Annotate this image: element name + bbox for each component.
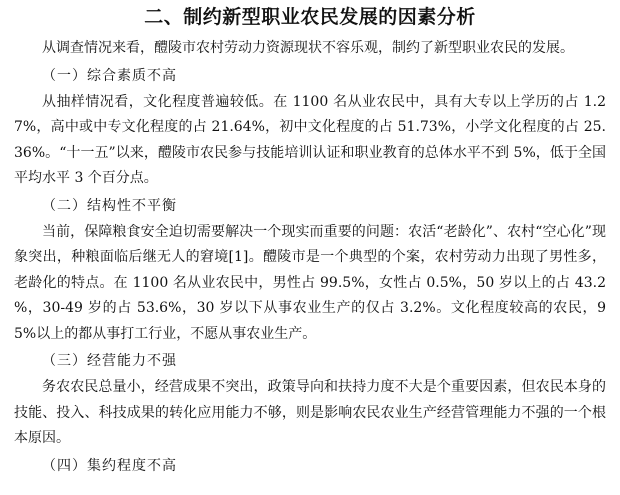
subsection-heading-1: （一）综合素质不高	[42, 67, 177, 84]
subsection-paragraph-2: 当前，保障粮食安全迫切需要解决一个现实而重要的问题：农活“老龄化”、农村“空心化”现象突出，种粮面临后继无人的窘境[1]。醴陵市是一个典型的个案，农村劳动力出现了男性多，老龄化的特点。在 1100 名从业农民中，男性占 99.5%，女性占 0.5%，50 岁以上的占 43.2 %，30-49 岁的占 53.6%，30 岁以下从事农业生产的仅占 3.2%。文化程度较高的农民，95%以上的都从事打工行业，不愿从事农业生产。	[14, 223, 606, 342]
subsection-heading-3: （三）经营能力不强	[42, 353, 177, 369]
subsection-paragraph-1: 从抽样情况看，文化程度普遍较低。在 1100 名从业农民中，具有大专以上学历的占 1.27%，高中或中专文化程度的占 21.64%，初中文化程度的占 51.73%，小学文化程度的占 25.36%。“十一五”以来，醴陵市农民参与技能培训认证和职业教育的总体水平不到 5%，低于全国平均水平 3 个百分点。	[14, 93, 606, 186]
subsection-heading-4: （四）集约程度不高	[42, 457, 177, 474]
subsection-paragraph-3: 务农农民总量小，经营成果不突出，政策导向和扶持力度不大是个重要因素，但农民本身的技能、投入、科技成果的转化应用能力不够，则是影响农民农业生产经营管理能力不强的一个根本原因。	[14, 379, 606, 446]
intro-paragraph: 从调查情况来看，醴陵市农村劳动力资源现状不容乐观，制约了新型职业农民的发展。	[42, 40, 574, 56]
section-title: 二、制约新型职业农民发展的因素分析	[144, 6, 476, 28]
subsection-heading-2: （二）结构性不平衡	[42, 197, 177, 214]
